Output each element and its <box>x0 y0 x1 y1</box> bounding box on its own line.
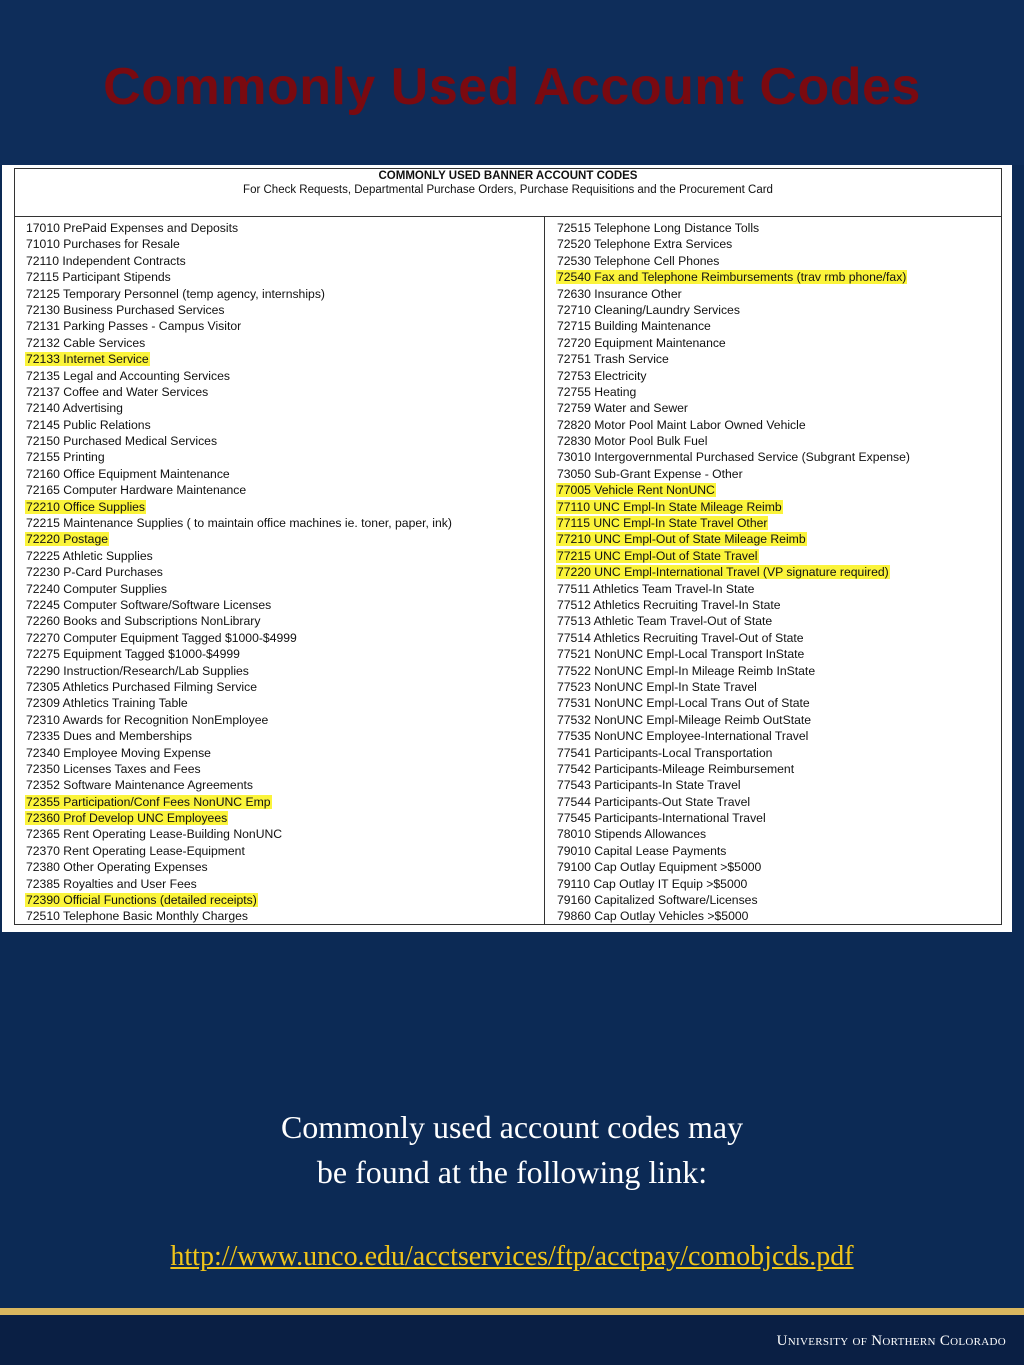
account-code-row <box>25 548 453 564</box>
account-code-row <box>25 335 453 351</box>
account-code-row <box>556 318 911 334</box>
account-code-row <box>25 581 453 597</box>
account-code-row <box>25 679 453 695</box>
account-code-row <box>556 531 911 547</box>
account-code-row <box>25 400 453 416</box>
account-code-row <box>556 236 911 252</box>
account-code-text: 77210 UNC Empl-Out of State Mileage Reimb <box>557 532 806 547</box>
account-code-row <box>556 859 911 875</box>
account-code-row <box>556 400 911 416</box>
account-code-text: 72110 Independent Contracts <box>26 253 186 268</box>
account-code-text: 79860 Cap Outlay Vehicles >$5000 <box>557 909 749 924</box>
account-code-row <box>25 728 453 744</box>
account-code-text: 72150 Purchased Medical Services <box>26 434 218 449</box>
account-code-text: 72225 Athletic Supplies <box>26 548 153 563</box>
account-code-row <box>25 286 453 302</box>
account-code-text: 72275 Equipment Tagged $1000-$4999 <box>26 647 240 662</box>
document-header <box>15 169 1001 217</box>
account-code-text: 77511 Athletics Team Travel-In State <box>557 581 755 596</box>
account-code-row <box>556 613 911 629</box>
account-code-row <box>556 728 911 744</box>
account-code-text: 72751 Trash Service <box>557 352 669 367</box>
account-code-text: 77005 Vehicle Rent NonUNC <box>557 483 715 498</box>
account-code-row <box>25 499 453 515</box>
account-code-row <box>25 351 453 367</box>
account-code-text: 77545 Participants-International Travel <box>557 811 766 826</box>
account-code-text: 72360 Prof Develop UNC Employees <box>26 811 228 826</box>
account-code-text: 72755 Heating <box>557 384 637 399</box>
account-code-text: 72132 Cable Services <box>26 335 146 350</box>
account-code-text: 72350 Licenses Taxes and Fees <box>26 761 201 776</box>
account-code-row <box>556 368 911 384</box>
account-code-text: 72530 Telephone Cell Phones <box>557 253 720 268</box>
account-code-row <box>25 253 453 269</box>
account-code-row <box>25 794 453 810</box>
account-code-text: 72230 P-Card Purchases <box>26 565 163 580</box>
document-heading: COMMONLY USED BANNER ACCOUNT CODES <box>378 170 638 182</box>
account-code-row <box>25 417 453 433</box>
account-code-row <box>556 663 911 679</box>
account-code-text: 72245 Computer Software/Software Licenses <box>26 597 272 612</box>
account-code-row <box>556 302 911 318</box>
gold-divider <box>0 1308 1024 1315</box>
account-code-text: 77544 Participants-Out State Travel <box>557 794 751 809</box>
account-code-text: 17010 PrePaid Expenses and Deposits <box>26 221 239 235</box>
account-code-text: 72520 Telephone Extra Services <box>557 237 733 252</box>
account-code-row <box>25 859 453 875</box>
account-code-row <box>25 712 453 728</box>
account-code-row <box>25 236 453 252</box>
account-code-text: 77220 UNC Empl-International Travel (VP signature required) <box>557 565 889 580</box>
account-code-row <box>556 581 911 597</box>
account-code-row <box>556 515 911 531</box>
account-code-row <box>556 220 911 236</box>
account-code-text: 72540 Fax and Telephone Reimbursements (trav rmb phone/fax) <box>557 270 907 285</box>
account-code-row <box>556 908 911 924</box>
account-code-text: 72140 Advertising <box>26 401 123 416</box>
account-code-text: 72145 Public Relations <box>26 417 151 432</box>
account-code-text: 72385 Royalties and User Fees <box>26 876 197 891</box>
account-code-row <box>25 745 453 761</box>
account-code-row <box>556 892 911 908</box>
account-code-text: 72160 Office Equipment Maintenance <box>26 466 230 481</box>
account-code-text: 77531 NonUNC Empl-Local Trans Out of State <box>557 696 810 711</box>
account-code-text: 72759 Water and Sewer <box>557 401 688 416</box>
account-code-row <box>25 810 453 826</box>
account-code-row <box>25 892 453 908</box>
account-code-text: 72352 Software Maintenance Agreements <box>26 778 253 793</box>
account-code-row <box>25 433 453 449</box>
account-code-row <box>25 843 453 859</box>
account-code-text: 72310 Awards for Recognition NonEmployee <box>26 712 269 727</box>
account-code-text: 72390 Official Functions (detailed receipts) <box>26 893 257 908</box>
account-code-text: 72820 Motor Pool Maint Labor Owned Vehicle <box>557 417 806 432</box>
account-code-text: 77514 Athletics Recruiting Travel-Out of State <box>557 630 804 645</box>
account-codes-document <box>2 165 1012 932</box>
account-code-row <box>25 646 453 662</box>
account-code-text: 72515 Telephone Long Distance Tolls <box>557 221 760 235</box>
account-code-text: 72720 Equipment Maintenance <box>557 335 726 350</box>
right-code-column <box>556 220 911 925</box>
account-code-row <box>25 515 453 531</box>
account-code-row <box>556 564 911 580</box>
account-code-text: 72830 Motor Pool Bulk Fuel <box>557 434 708 449</box>
account-code-row <box>25 449 453 465</box>
slide-title: Commonly Used Account Codes <box>103 58 921 116</box>
account-code-text: 73050 Sub-Grant Expense - Other <box>557 466 743 481</box>
account-code-row <box>556 597 911 613</box>
account-code-row <box>556 449 911 465</box>
account-code-row <box>556 794 911 810</box>
account-code-row <box>25 613 453 629</box>
account-codes-link[interactable]: http://www.unco.edu/acctservices/ftp/acctpay/comobjcds.pdf <box>170 1241 854 1272</box>
account-code-text: 72133 Internet Service <box>26 352 149 367</box>
account-code-text: 72135 Legal and Accounting Services <box>26 368 230 383</box>
account-code-row <box>25 269 453 285</box>
account-code-row <box>25 826 453 842</box>
account-code-text: 73010 Intergovernmental Purchased Service (Subgrant Expense) <box>557 450 910 465</box>
account-code-text: 72220 Postage <box>26 532 108 547</box>
account-code-text: 72753 Electricity <box>557 368 647 383</box>
account-code-text: 72290 Instruction/Research/Lab Supplies <box>26 663 249 678</box>
account-code-text: 72510 Telephone Basic Monthly Charges <box>26 909 249 924</box>
account-code-row <box>556 384 911 400</box>
account-code-text: 77512 Athletics Recruiting Travel-In State <box>557 597 781 612</box>
account-code-text: 72340 Employee Moving Expense <box>26 745 211 760</box>
account-code-text: 72365 Rent Operating Lease-Building NonUNC <box>26 827 283 842</box>
account-code-text: 72125 Temporary Personnel (temp agency, internships) <box>26 286 325 301</box>
account-code-row <box>556 433 911 449</box>
account-code-row <box>556 466 911 482</box>
account-code-text: 77522 NonUNC Empl-In Mileage Reimb InState <box>557 663 816 678</box>
account-code-row <box>25 876 453 892</box>
account-code-row <box>25 630 453 646</box>
account-code-text: 72131 Parking Passes - Campus Visitor <box>26 319 242 334</box>
account-code-row <box>556 712 911 728</box>
account-code-row <box>556 548 911 564</box>
account-code-row <box>556 810 911 826</box>
account-code-text: 77535 NonUNC Employee-International Travel <box>557 729 809 744</box>
account-code-row <box>556 695 911 711</box>
account-code-text: 78010 Stipends Allowances <box>557 827 707 842</box>
account-code-row <box>556 482 911 498</box>
account-code-row <box>556 286 911 302</box>
account-code-text: 72630 Insurance Other <box>557 286 682 301</box>
caption-line-2: be found at the following link: <box>316 1154 708 1190</box>
account-code-row <box>556 499 911 515</box>
account-code-text: 72240 Computer Supplies <box>26 581 167 596</box>
account-code-row <box>25 695 453 711</box>
account-code-row <box>25 368 453 384</box>
account-code-text: 72335 Dues and Memberships <box>26 729 192 744</box>
account-code-row <box>25 318 453 334</box>
account-code-text: 72165 Computer Hardware Maintenance <box>26 483 247 498</box>
account-code-row <box>25 384 453 400</box>
university-logo-text: University of Northern Colorado <box>776 1333 1006 1349</box>
document-table <box>14 168 1002 925</box>
account-code-row <box>556 826 911 842</box>
account-code-text: 79110 Cap Outlay IT Equip >$5000 <box>557 876 748 891</box>
account-code-text: 72355 Participation/Conf Fees NonUNC Emp <box>26 794 271 809</box>
account-code-text: 77543 Participants-In State Travel <box>557 778 741 793</box>
account-code-row <box>25 564 453 580</box>
account-code-text: 79010 Capital Lease Payments <box>557 843 727 858</box>
account-code-row <box>25 597 453 613</box>
account-code-row <box>556 646 911 662</box>
account-code-row <box>556 745 911 761</box>
account-code-text: 79100 Cap Outlay Equipment >$5000 <box>557 860 762 875</box>
account-code-text: 72260 Books and Subscriptions NonLibrary <box>26 614 261 629</box>
caption <box>0 1105 1024 1195</box>
account-code-text: 72130 Business Purchased Services <box>26 302 225 317</box>
account-code-text: 77513 Athletic Team Travel-Out of State <box>557 614 773 629</box>
account-code-text: 77215 UNC Empl-Out of State Travel <box>557 548 758 563</box>
account-code-text: 77542 Participants-Mileage Reimbursement <box>557 761 795 776</box>
account-code-row <box>556 417 911 433</box>
left-code-column <box>25 220 453 925</box>
account-code-text: 72155 Printing <box>26 450 105 465</box>
account-code-row <box>25 466 453 482</box>
column-divider <box>544 216 545 925</box>
account-code-text: 72210 Office Supplies <box>26 499 146 514</box>
account-code-text: 72380 Other Operating Expenses <box>26 860 208 875</box>
account-code-text: 77532 NonUNC Empl-Mileage Reimb OutState <box>557 712 812 727</box>
account-code-text: 71010 Purchases for Resale <box>26 237 180 252</box>
account-code-row <box>556 253 911 269</box>
account-code-row <box>556 630 911 646</box>
account-code-text: 77523 NonUNC Empl-In State Travel <box>557 679 757 694</box>
account-code-text: 77541 Participants-Local Transportation <box>557 745 773 760</box>
account-code-text: 77521 NonUNC Empl-Local Transport InState <box>557 647 805 662</box>
account-code-row <box>556 351 911 367</box>
account-code-row <box>25 482 453 498</box>
account-code-text: 72137 Coffee and Water Services <box>26 384 209 399</box>
account-code-row <box>556 777 911 793</box>
account-code-row <box>25 761 453 777</box>
account-code-text: 72715 Building Maintenance <box>557 319 711 334</box>
account-code-text: 72370 Rent Operating Lease-Equipment <box>26 843 245 858</box>
caption-line-1: Commonly used account codes may <box>280 1109 744 1145</box>
account-code-row <box>556 876 911 892</box>
account-code-row <box>25 220 453 236</box>
account-code-row <box>25 663 453 679</box>
account-code-text: 72305 Athletics Purchased Filming Service <box>26 679 258 694</box>
account-code-row <box>25 908 453 924</box>
account-code-row <box>556 335 911 351</box>
account-code-text: 79160 Capitalized Software/Licenses <box>557 893 758 908</box>
account-code-row <box>25 531 453 547</box>
account-code-row <box>556 843 911 859</box>
account-code-row <box>556 269 911 285</box>
document-subheading: For Check Requests, Departmental Purchase Orders, Purchase Requisitions and the Procurement Card <box>243 184 773 196</box>
account-code-row <box>556 761 911 777</box>
account-code-row <box>556 679 911 695</box>
account-code-text: 72115 Participant Stipends <box>26 270 171 285</box>
account-code-text: 72710 Cleaning/Laundry Services <box>557 302 740 317</box>
account-code-text: 77110 UNC Empl-In State Mileage Reimb <box>557 499 782 514</box>
account-code-text: 72215 Maintenance Supplies ( to maintain office machines ie. toner, paper, ink) <box>26 516 452 531</box>
account-code-row <box>25 302 453 318</box>
account-code-text: 77115 UNC Empl-In State Travel Other <box>557 516 768 531</box>
account-code-row <box>25 777 453 793</box>
account-code-text: 72270 Computer Equipment Tagged $1000-$4999 <box>26 630 297 645</box>
account-code-text: 72309 Athletics Training Table <box>26 696 188 711</box>
